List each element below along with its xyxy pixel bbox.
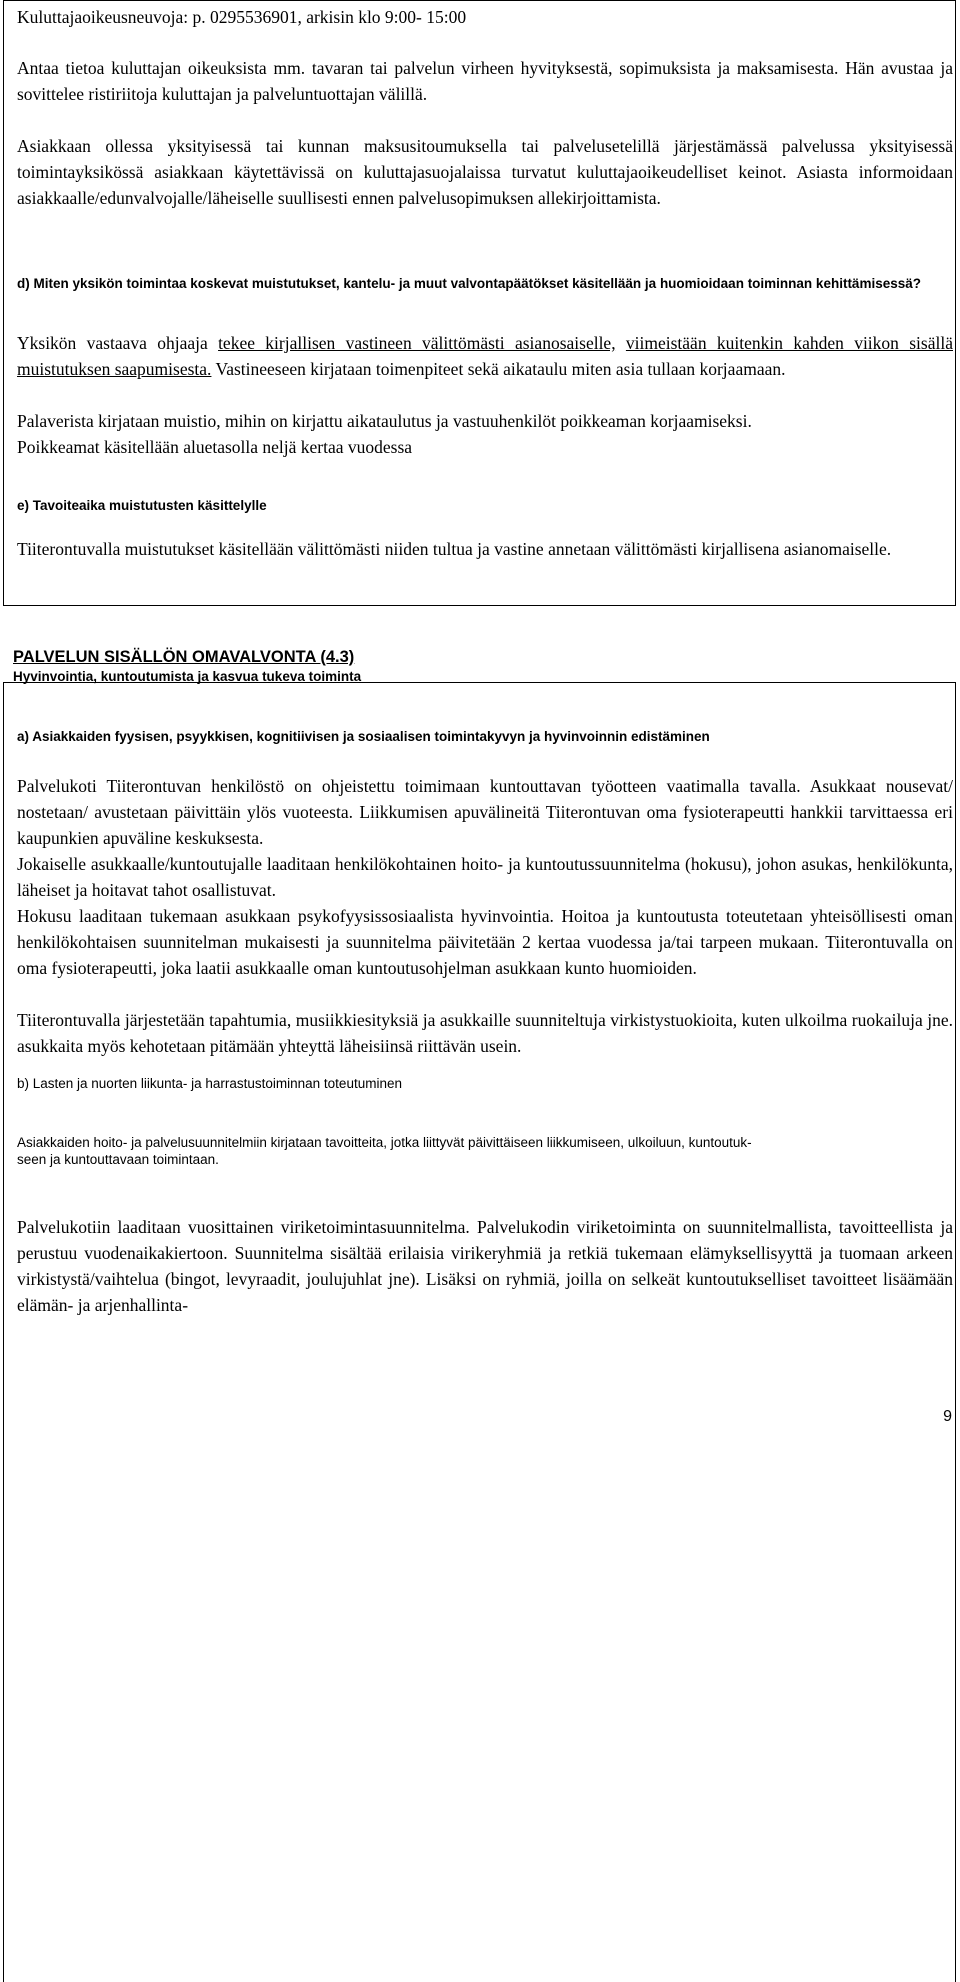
deviation-paragraph: Poikkeamat käsitellään aluetasolla neljä kertaa vuodessa xyxy=(17,437,413,457)
response-text-c: Vastineeseen kirjataan toimenpiteet sekä aikataulu miten asia tullaan korjaamaan. xyxy=(211,359,786,379)
care-plan-paragraph: Jokaiselle asukkaalle/kuntoutujalle laaditaan henkilökohtainen hoito- ja kuntoutussuunnitelma (hokusu), johon asukas, henkilökunta, läheiset ja hoitavat tahot osallistuvat. xyxy=(17,854,953,900)
goals-line-1: Asiakkaiden hoito- ja palvelusuunnitelmiin kirjataan tavoitteita, jotka liittyvät päivittäiseen liikkumiseen, ulkoiluun, kuntoutuk- xyxy=(17,1135,752,1150)
page-number: 9 xyxy=(943,1408,952,1425)
response-underlined-2: viimeistään kuitenkin kahden viikon sisällä muistutuksen saapumisesta. xyxy=(17,333,953,379)
hokusu-paragraph: Hokusu laaditaan tukemaan asukkaan psykofyysissosiaalista hyvinvointia. Hoitoa ja kuntoutusta toteutetaan yhteisöllisesti oman henkilökohtaisen suunnitelman mukaisesti ja suunnitelma päivitetään 2 kertaa vuodessa ja/tai tarpeen mukaan. Tiiterontuvalla on oma fysioterapeutti, joka laatii asukkaalle oman kuntoutusohjelman asukkaan kunto huomioiden. xyxy=(17,906,953,978)
response-underlined-1: tekee kirjallisen vastineen välittömästi asianosaiselle, xyxy=(218,333,616,353)
staff-guidance-paragraph: Palvelukoti Tiiterontuvan henkilöstö on ohjeistettu toimimaan kuntouttavan työotteen vaatimalla tavalla. Asukkaat nousevat/ nostetaan/ avustetaan päivittäin ylös vuoteesta. Liikkumisen apuvälineitä Tiiterontuvan oma fysioterapeutti hankkii tarvittaessa eri kaupunkien apuväline keskuksesta. xyxy=(17,776,953,848)
response-text-b xyxy=(616,333,626,353)
goals-line-2: seen ja kuntouttavaan toimintaan. xyxy=(17,1152,219,1167)
section-title: PALVELUN SISÄLLÖN OMAVALVONTA (4.3) xyxy=(13,648,355,666)
heading-e: e) Tavoiteaika muistutusten käsittelylle xyxy=(17,498,267,513)
heading-d: d) Miten yksikön toimintaa koskevat muistutukset, kantelu- ja muut valvontapäätökset käsitellään ja huomioidaan toiminnan kehittämisessä? xyxy=(17,276,921,291)
goals-paragraph xyxy=(17,1134,947,1168)
section-subtitle: Hyvinvointia, kuntoutumista ja kasvua tukeva toiminta xyxy=(13,669,362,684)
events-paragraph: Tiiterontuvalla järjestetään tapahtumia, musiikkiesityksiä ja asukkaille suunniteltuja virkistystuokioita, kuten ulkoilma ruokailuja jne. asukkaita myös kehotetaan pitämään yhteyttä läheisiinsä riittävän usein. xyxy=(17,1010,953,1056)
activity-plan-paragraph: Palvelukotiin laaditaan vuosittainen viriketoimintasuunnitelma. Palvelukodin viriketoiminta on suunnitelmallista, tavoitteellista ja perustuu vuodenaikakiertoon. Suunnitelma sisältää erilaisia virikeryhmiä ja retkiä tukemaan elämyksellisyyttä ja tuomaan arkeen virkistystä/vaihtelua (bingot, levyraadit, joulujuhlat jne). Lisäksi on ryhmiä, joilla on selkeät kuntoutukselliset tavoitteet lisäämään elämän- ja arjenhallinta- xyxy=(17,1217,953,1315)
memo-paragraph: Palaverista kirjataan muistio, mihin on kirjattu aikataulutus ja vastuuhenkilöt poikkeaman korjaamiseksi. xyxy=(17,411,752,431)
wellbeing-section-box xyxy=(3,682,956,1982)
response-paragraph xyxy=(17,330,953,382)
heading-b: b) Lasten ja nuorten liikunta- ja harrastustoiminnan toteutuminen xyxy=(17,1076,402,1091)
consumer-advisor-line: Kuluttajaoikeusneuvoja: p. 0295536901, arkisin klo 9:00- 15:00 xyxy=(17,7,467,27)
response-text-a: Yksikön vastaava ohjaaja xyxy=(17,333,219,353)
consumer-rights-paragraph: Asiakkaan ollessa yksityisessä tai kunnan maksusitoumuksella tai palvelusetelillä järjestämässä palvelussa yksityisessä toimintayksikössä asiakkaan käytettävissä on kuluttajasuojalaissa turvatut kuluttajaoikeudelliset keinot. Asiasta informoidaan asiakkaalle/edunvalvojalle/läheiselle suullisesti ennen palvelusopimuksen allekirjoittamista. xyxy=(17,136,953,208)
consumer-advisor-paragraph: Antaa tietoa kuluttajan oikeuksista mm. tavaran tai palvelun virheen hyvityksestä, sopimuksista ja maksamisesta. Hän avustaa ja sovittelee ristiriitoja kuluttajan ja palveluntuottajan välillä. xyxy=(17,58,953,104)
target-time-paragraph: Tiiterontuvalla muistutukset käsitellään välittömästi niiden tultua ja vastine annetaan välittömästi kirjallisena asianomaiselle. xyxy=(17,539,892,559)
heading-a: a) Asiakkaiden fyysisen, psyykkisen, kognitiivisen ja sosiaalisen toimintakyvyn ja hyvinvoinnin edistäminen xyxy=(17,729,710,744)
complaints-section-box xyxy=(3,0,956,606)
